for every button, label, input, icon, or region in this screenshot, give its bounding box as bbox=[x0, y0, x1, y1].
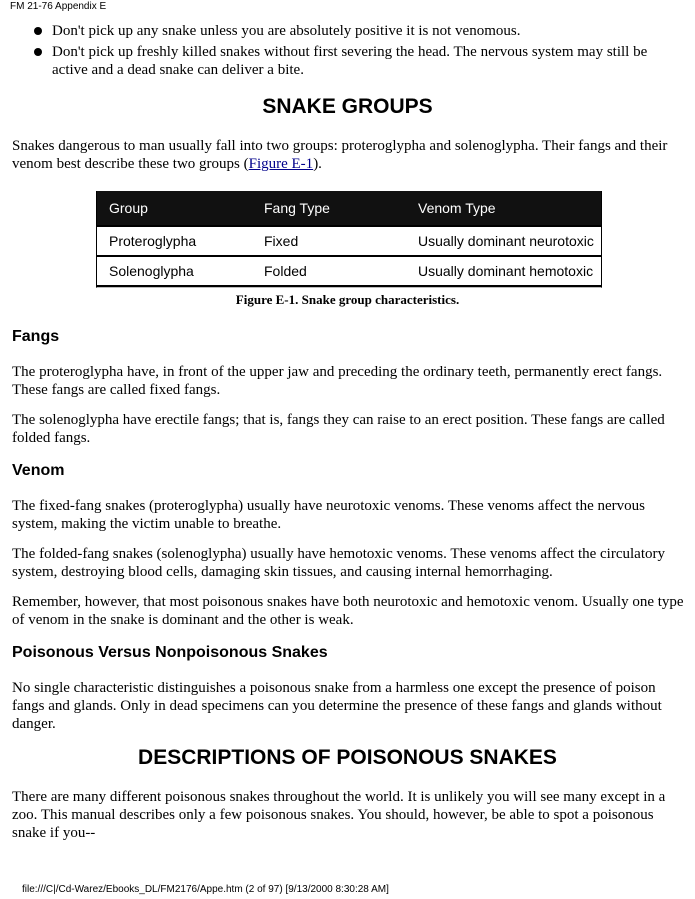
venom-paragraph-2: The folded-fang snakes (solenoglypha) usually have hemotoxic venoms. These venoms affect the circulatory system, destroying blood cells, damaging skin tissues, and causing internal hemorrhaging. bbox=[12, 546, 665, 580]
page-header: FM 21-76 Appendix E bbox=[10, 1, 107, 12]
fangs-paragraph-1: The proteroglypha have, in front of the upper jaw and preceding the ordinary teeth, permanently erect fangs. These fangs are called fixed fangs. bbox=[12, 364, 663, 398]
fangs-paragraph-2: The solenoglypha have erectile fangs; that is, fangs they can raise to an erect position. These fangs are called folded fangs. bbox=[12, 412, 665, 446]
table-cell: Fixed bbox=[252, 226, 406, 256]
bullet-icon bbox=[34, 48, 42, 56]
list-item bbox=[34, 43, 684, 79]
bullet-text: Don't pick up freshly killed snakes without first severing the head. The nervous system may still be active and a dead snake can deliver a bite. bbox=[52, 44, 648, 78]
subheading-poisonous-vs-nonpoisonous: Poisonous Versus Nonpoisonous Snakes bbox=[12, 644, 328, 661]
venom-paragraph-1: The fixed-fang snakes (proteroglypha) usually have neurotoxic venoms. These venoms affect the nervous system, making the victim unable to breathe. bbox=[12, 498, 645, 532]
table-cell: Solenoglypha bbox=[97, 256, 252, 286]
table-row bbox=[97, 256, 601, 286]
table-cell: Folded bbox=[252, 256, 406, 286]
snake-groups-intro bbox=[12, 137, 684, 173]
table-cell: Proteroglypha bbox=[97, 226, 252, 256]
list-item bbox=[34, 22, 684, 40]
intro-text: Snakes dangerous to man usually fall into two groups: proteroglypha and solenoglypha. Their fangs and their venom best describe these two groups ( bbox=[12, 138, 668, 172]
figure-e1-link[interactable]: Figure E-1 bbox=[248, 156, 314, 172]
subheading-venom: Venom bbox=[12, 462, 65, 479]
column-header: Group bbox=[97, 191, 252, 226]
column-header: Fang Type bbox=[252, 191, 406, 226]
table-header-row bbox=[97, 191, 601, 226]
column-header: Venom Type bbox=[406, 191, 601, 226]
subheading-fangs: Fangs bbox=[12, 328, 60, 345]
snake-group-table bbox=[97, 191, 601, 287]
table-cell: Usually dominant neurotoxic bbox=[406, 226, 601, 256]
bullet-text: Don't pick up any snake unless you are absolutely positive it is not venomous. bbox=[52, 23, 521, 39]
venom-paragraph-3: Remember, however, that most poisonous snakes have both neurotoxic and hemotoxic venom. Usually one type of venom in the snake is dominant and the other is weak. bbox=[12, 594, 684, 628]
bullet-icon bbox=[34, 27, 42, 35]
descriptions-paragraph: There are many different poisonous snakes throughout the world. It is unlikely you will see many except in a zoo. This manual describes only a few poisonous snakes. You should, however, be able to spot a poisonous snake if you-- bbox=[12, 789, 666, 841]
snake-group-figure bbox=[96, 191, 602, 288]
intro-text-end: ). bbox=[313, 156, 322, 172]
section-heading-descriptions: DESCRIPTIONS OF POISONOUS SNAKES bbox=[138, 746, 557, 769]
page-footer: file:///C|/Cd-Warez/Ebooks_DL/FM2176/Appe.htm (2 of 97) [9/13/2000 8:30:28 AM] bbox=[22, 884, 389, 895]
table-row bbox=[97, 226, 601, 256]
table-cell: Usually dominant hemotoxic bbox=[406, 256, 601, 286]
poisonous-paragraph: No single characteristic distinguishes a poisonous snake from a harmless one except the presence of poison fangs and glands. Only in dead specimens can you determine the presence of these fangs and glands without danger. bbox=[12, 680, 662, 732]
figure-caption: Figure E-1. Snake group characteristics. bbox=[235, 292, 460, 307]
bullet-list bbox=[34, 22, 684, 82]
section-heading-snake-groups: SNAKE GROUPS bbox=[262, 95, 433, 118]
